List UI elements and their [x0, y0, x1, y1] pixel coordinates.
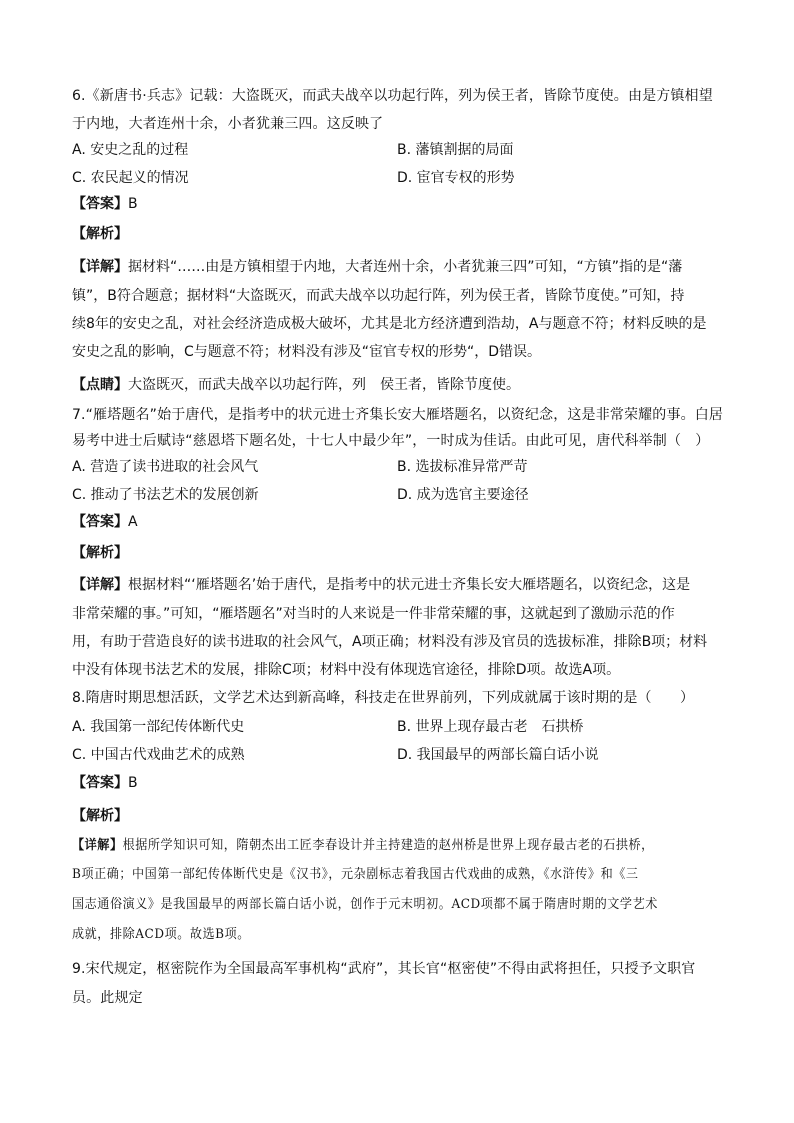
- q7-answer-value: A: [128, 514, 138, 530]
- q8-detail-line-3: 国志通俗演义》是我国最早的两部长篇白话小说，创作于元末明初。ACD项都不属于隋唐时期的文学艺术: [72, 897, 658, 912]
- q8-option-b: B. 世界上现存最古老 石拱桥: [397, 719, 584, 735]
- q6-analysis-tag: 【解析】: [72, 226, 128, 242]
- q6-answer-tag: 【答案】: [72, 196, 128, 212]
- q6-tip-tag: 【点睛】: [72, 377, 128, 393]
- q6-option-c: C. 农民起义的情况: [72, 170, 189, 186]
- q8-stem-line-1: 8.隋唐时期思想活跃，文学艺术达到新高峰，科技走在世界前列，下列成就属于该时期的是（ ）: [72, 690, 695, 706]
- q7-answer-tag: 【答案】: [72, 514, 128, 530]
- q7-option-d: D. 成为选官主要途径: [397, 487, 529, 503]
- q6-stem-line-1: 6.《新唐书·兵志》记载：大盗既灭，而武夫战卒以功起行阵，列为侯王者，皆除节度使。由是方镇相望: [72, 88, 713, 104]
- q6-detail-text-1: 据材料“……由是方镇相望于内地，大者连州十余，小者犹兼三四”可知，“方镇”指的是“藩: [128, 259, 683, 275]
- q6-detail-line-1: [72, 257, 682, 277]
- q8-option-c: C. 中国古代戏曲艺术的成熟: [72, 747, 245, 763]
- q7-detail-line-4: 中没有体现书法艺术的发展，排除C项；材料中没有体现选官途径，排除D项。故选A项。: [72, 662, 621, 678]
- q7-option-a: A. 营造了读书进取的社会风气: [72, 459, 259, 475]
- q6-stem-line-2: 于内地，大者连州十余，小者犹兼三四。这反映了: [72, 116, 384, 132]
- q6-tip-line: [72, 375, 520, 395]
- q7-detail-line-2: 非常荣耀的事。”可知，“雁塔题名”对当时的人来说是一件非常荣耀的事，这就起到了激励示范的作: [72, 606, 675, 622]
- q8-detail-line-4: 成就，排除ACD项。故选B项。: [72, 927, 250, 942]
- q8-option-a: A. 我国第一部纪传体断代史: [72, 719, 245, 735]
- q8-detail-line-1: [72, 836, 654, 856]
- q6-answer: [72, 194, 138, 214]
- q8-answer-value: B: [128, 775, 138, 791]
- q8-answer: [72, 773, 138, 793]
- q6-option-a: A. 安史之乱的过程: [72, 142, 189, 158]
- q8-option-d: D. 我国最早的两部长篇白话小说: [397, 747, 599, 763]
- q7-detail-line-3: 用，有助于营造良好的读书进取的社会风气，A项正确；材料没有涉及官员的选拔标准，排除B项；材料: [72, 634, 708, 650]
- q7-stem-line-1: 7.“雁塔题名”始于唐代，是指考中的状元进士齐集长安大雁塔题名，以资纪念，这是非常荣耀的事。白居: [72, 407, 724, 423]
- q7-option-b: B. 选拔标准异常严苛: [397, 459, 528, 475]
- q8-answer-tag: 【答案】: [72, 775, 128, 791]
- q7-option-c: C. 推动了书法艺术的发展创新: [72, 487, 259, 503]
- q6-option-d: D. 宦官专权的形势: [397, 170, 515, 186]
- q6-answer-value: B: [128, 196, 138, 212]
- q6-tip-text: 大盗既灭，而武夫战卒以功起行阵，列 侯王者，皆除节度使。: [128, 377, 520, 393]
- q7-stem-line-2: 易考中进士后赋诗“慈恩塔下题名处，十七人中最少年”，一时成为佳话。由此可见，唐代科举制（ ）: [72, 433, 710, 449]
- q9-stem-line-1: 9.宋代规定，枢密院作为全国最高军事机构“武府”，其长官“枢密使”不得由武将担任，只授予文职官: [72, 961, 696, 977]
- q9-stem-line-2: 员。此规定: [72, 990, 143, 1006]
- q7-detail-line-1: [72, 575, 690, 595]
- q7-detail-text-1: 根据材料“‘雁塔题名’始于唐代，是指考中的状元进士齐集长安大雁塔题名，以资纪念，这是: [128, 577, 691, 593]
- q8-detail-line-2: B项正确；中国第一部纪传体断代史是《汉书》，元杂剧标志着我国古代戏曲的成熟，《水浒传》和《三: [72, 867, 639, 882]
- q8-analysis-tag: 【解析】: [72, 808, 128, 824]
- q7-detail-tag: 【详解】: [72, 577, 128, 593]
- q8-detail-tag: 【详解】: [72, 838, 123, 853]
- q6-detail-line-3: 续8年的安史之乱，对社会经济造成极大破坏，尤其是北方经济遭到浩劫，A与题意不符；材料反映的是: [72, 316, 707, 332]
- q7-analysis-tag: 【解析】: [72, 545, 128, 561]
- q7-answer: [72, 512, 138, 532]
- q6-detail-tag: 【详解】: [72, 259, 128, 275]
- q6-option-b: B. 藩镇割据的局面: [397, 142, 514, 158]
- q8-detail-text-1: 根据所学知识可知，隋朝杰出工匠李春设计并主持建造的赵州桥是世界上现存最古老的石拱桥，: [122, 838, 654, 853]
- q6-detail-line-4: 安史之乱的影响，C与题意不符；材料没有涉及“宦官专权的形势“，D错误。: [72, 344, 542, 360]
- q6-detail-line-2: 镇”，B符合题意；据材料“大盗既灭，而武夫战卒以功起行阵，列为侯王者，皆除节度使。”可知，持: [72, 288, 685, 304]
